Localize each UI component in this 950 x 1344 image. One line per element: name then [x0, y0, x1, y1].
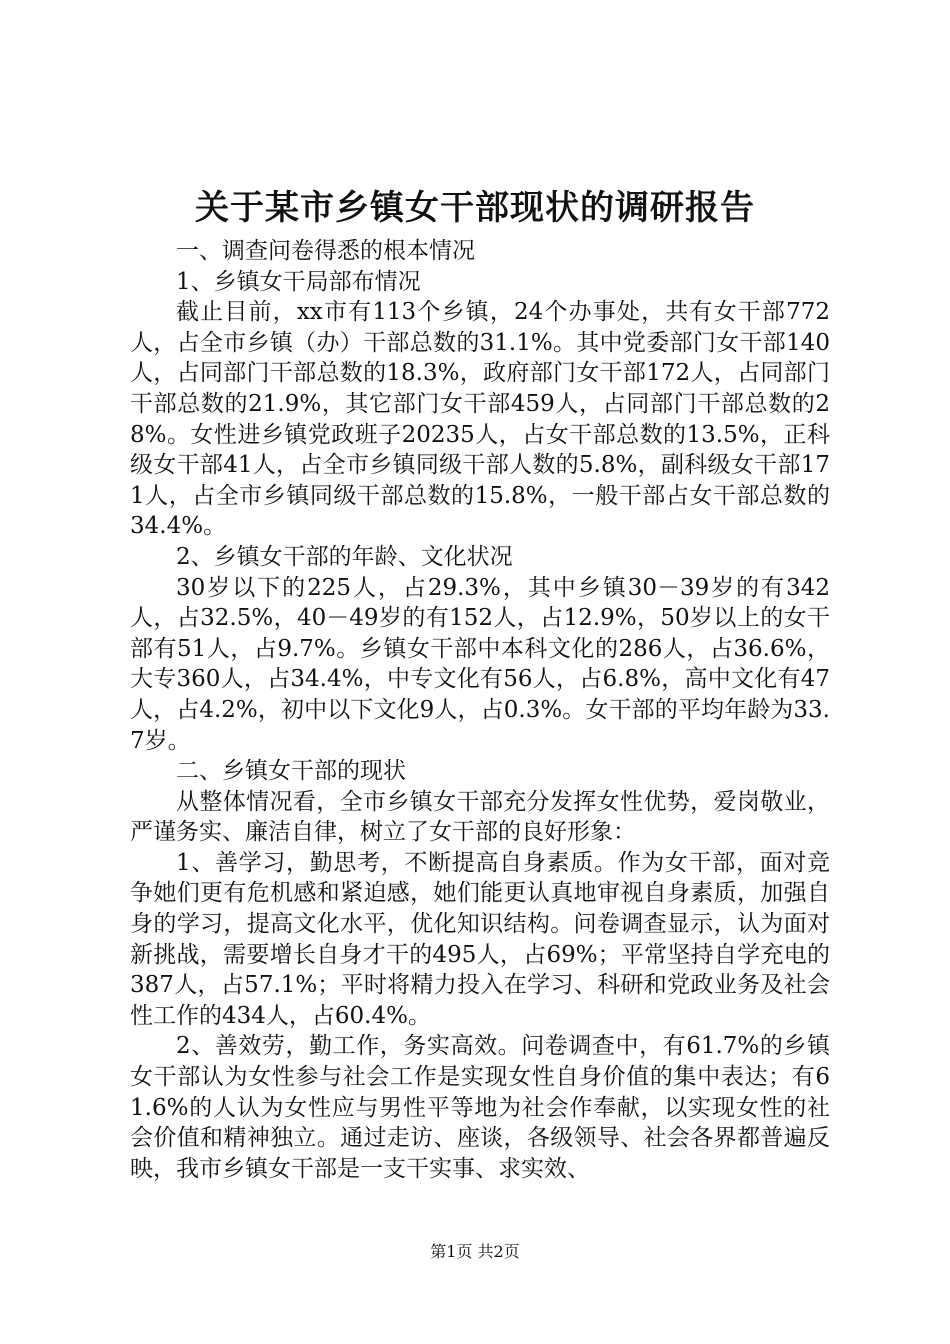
- section-heading-1: 一、调查问卷得悉的根本情况: [176, 238, 475, 264]
- subsection-heading-1-2: 2、乡镇女干部的年龄、文化状况: [176, 543, 513, 570]
- page-footer: 第1页 共2页: [430, 1242, 520, 1261]
- document-body: [130, 236, 830, 1184]
- document-title: 关于某市乡镇女干部现状的调研报告: [195, 188, 755, 228]
- paragraph-age-education: 30岁以下的225人，占29.3%，其中乡镇30－39岁的有342人，占32.5%，40－49岁的有152人，占12.9%，50岁以上的女干部有51人，占9.7%。乡镇女干部中本科文化的286人，占36.6%，大专360人，占34.4%，中专文化有56人，占6.8%，高中文化有47人，占4.2%，初中以下文化9人，占0.3%。女干部的平均年龄为33.7岁。: [130, 574, 830, 754]
- paragraph-learning: 1、善学习，勤思考，不断提高自身素质。作为女干部，面对竞争她们更有危机感和紧迫感，她们能更认真地审视自身素质，加强自身的学习，提高文化水平，优化知识结构。问卷调查显示，认为面对新挑战，需要增长自身才干的495人，占69%；平常坚持自学充电的387人，占57.1%；平时将精力投入在学习、科研和党政业务及社会性工作的434人，占60.4%。: [130, 849, 830, 1029]
- paragraph-distribution: 截止目前，xx市有113个乡镇，24个办事处，共有女干部772人，占全市乡镇（办）干部总数的31.1%。其中党委部门女干部140人，占同部门干部总数的18.3%，政府部门女干部172人，占同部门干部总数的21.9%，其它部门女干部459人，占同部门干部总数的28%。女性进乡镇党政班子20235人，占女干部总数的13.5%，正科级女干部41人，占全市乡镇同级干部人数的5.8%，副科级女干部171人，占全市乡镇同级干部总数的15.8%，一般干部占女干部总数的34.4%。: [130, 299, 830, 540]
- paragraph-service: 2、善效劳，勤工作，务实高效。问卷调查中，有61.7%的乡镇女干部认为女性参与社会工作是实现女性自身价值的集中表达；有61.6%的人认为女性应与男性平等地为社会作奉献，以实现女性的社会价值和精神独立。通过走访、座谈，各级领导、社会各界都普遍反映，我市乡镇女干部是一支干实事、求实效、: [130, 1033, 830, 1182]
- section-heading-2: 二、乡镇女干部的现状: [176, 758, 406, 785]
- paragraph-overview: 从整体情况看，全市乡镇女干部充分发挥女性优势，爱岗敬业，严谨务实、廉洁自律，树立了女干部的良好形象：: [130, 788, 830, 846]
- subsection-heading-1-1: 1、乡镇女干局部布情况: [176, 268, 421, 295]
